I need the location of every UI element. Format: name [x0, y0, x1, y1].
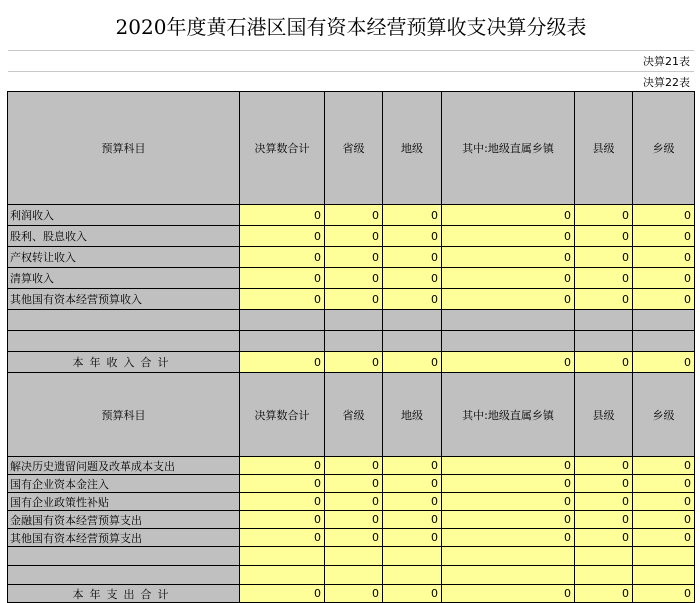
blank-cell: [633, 566, 695, 585]
cell-prefecture[interactable]: 0: [383, 511, 442, 529]
header-county: 县级: [575, 92, 633, 205]
cell-total[interactable]: 0: [240, 511, 325, 529]
header-prefecture: 地级: [383, 373, 442, 457]
cell-prefecture[interactable]: 0: [383, 457, 442, 475]
blank-row: [8, 566, 695, 585]
cell-total[interactable]: 0: [240, 226, 325, 247]
cell-county[interactable]: 0: [575, 511, 633, 529]
cell-total[interactable]: 0: [240, 457, 325, 475]
header-township: 乡级: [633, 92, 695, 205]
cell-prefecture[interactable]: 0: [383, 205, 442, 226]
blank-cell: [633, 310, 695, 331]
cell-prefecture-towns[interactable]: 0: [442, 247, 575, 268]
cell-township[interactable]: 0: [633, 289, 695, 310]
blank-cell: [240, 331, 325, 352]
blank-row: [8, 310, 695, 331]
cell-province[interactable]: 0: [325, 529, 383, 547]
cell-prefecture[interactable]: 0: [383, 529, 442, 547]
cell-county[interactable]: 0: [575, 585, 633, 603]
blank-cell: [8, 331, 240, 352]
cell-township[interactable]: 0: [633, 247, 695, 268]
cell-province[interactable]: 0: [325, 457, 383, 475]
cell-province[interactable]: 0: [325, 475, 383, 493]
cell-province[interactable]: 0: [325, 247, 383, 268]
cell-county[interactable]: 0: [575, 205, 633, 226]
table-row: [8, 268, 695, 289]
cell-province[interactable]: 0: [325, 289, 383, 310]
blank-cell: [8, 310, 240, 331]
cell-prefecture-towns[interactable]: 0: [442, 529, 575, 547]
cell-county[interactable]: 0: [575, 247, 633, 268]
cell-total[interactable]: 0: [240, 529, 325, 547]
cell-county[interactable]: 0: [575, 352, 633, 373]
cell-county[interactable]: 0: [575, 268, 633, 289]
table-row: [8, 475, 695, 493]
cell-township[interactable]: 0: [633, 457, 695, 475]
budget-table: [7, 91, 695, 603]
cell-prefecture-towns[interactable]: 0: [442, 352, 575, 373]
cell-township[interactable]: 0: [633, 585, 695, 603]
cell-prefecture-towns[interactable]: 0: [442, 585, 575, 603]
form-number-21: 决算21表: [8, 50, 694, 70]
header-province: 省级: [325, 92, 383, 205]
cell-prefecture[interactable]: 0: [383, 226, 442, 247]
blank-cell: [442, 547, 575, 566]
row-label: 国有企业资本金注入: [8, 475, 240, 493]
row-label: 国有企业政策性补贴: [8, 493, 240, 511]
cell-prefecture-towns[interactable]: 0: [442, 511, 575, 529]
blank-cell: [240, 547, 325, 566]
cell-province[interactable]: 0: [325, 511, 383, 529]
cell-province[interactable]: 0: [325, 268, 383, 289]
blank-cell: [240, 310, 325, 331]
cell-township[interactable]: 0: [633, 475, 695, 493]
cell-township[interactable]: 0: [633, 352, 695, 373]
blank-cell: [325, 547, 383, 566]
cell-county[interactable]: 0: [575, 226, 633, 247]
header-total: 决算数合计: [240, 92, 325, 205]
cell-total[interactable]: 0: [240, 585, 325, 603]
expense-total-label: 本年支出合计: [8, 585, 240, 603]
cell-township[interactable]: 0: [633, 511, 695, 529]
row-label: 产权转让收入: [8, 247, 240, 268]
cell-total[interactable]: 0: [240, 247, 325, 268]
blank-cell: [325, 331, 383, 352]
cell-county[interactable]: 0: [575, 289, 633, 310]
blank-cell: [442, 310, 575, 331]
cell-prefecture[interactable]: 0: [383, 493, 442, 511]
row-label: 解决历史遗留问题及改革成本支出: [8, 457, 240, 475]
cell-township[interactable]: 0: [633, 226, 695, 247]
cell-total[interactable]: 0: [240, 289, 325, 310]
table-row: [8, 493, 695, 511]
cell-county[interactable]: 0: [575, 457, 633, 475]
cell-province[interactable]: 0: [325, 205, 383, 226]
blank-cell: [383, 566, 442, 585]
income-header-row: [8, 92, 695, 205]
table-row: [8, 205, 695, 226]
cell-total[interactable]: 0: [240, 352, 325, 373]
header-subject: 预算科目: [8, 373, 240, 457]
blank-cell: [8, 566, 240, 585]
cell-prefecture[interactable]: 0: [383, 289, 442, 310]
cell-prefecture-towns[interactable]: 0: [442, 289, 575, 310]
cell-township[interactable]: 0: [633, 268, 695, 289]
cell-prefecture-towns[interactable]: 0: [442, 226, 575, 247]
row-label: 金融国有资本经营预算支出: [8, 511, 240, 529]
blank-cell: [633, 331, 695, 352]
header-county: 县级: [575, 373, 633, 457]
cell-township[interactable]: 0: [633, 529, 695, 547]
header-township: 乡级: [633, 373, 695, 457]
header-prefecture-towns: 其中:地级直属乡镇: [442, 92, 575, 205]
cell-province[interactable]: 0: [325, 352, 383, 373]
blank-cell: [442, 331, 575, 352]
cell-county[interactable]: 0: [575, 529, 633, 547]
cell-prefecture[interactable]: 0: [383, 247, 442, 268]
blank-cell: [442, 566, 575, 585]
form-number-22: 决算22表: [8, 71, 694, 91]
row-label: 其他国有资本经营预算收入: [8, 289, 240, 310]
row-label: 利润收入: [8, 205, 240, 226]
blank-cell: [383, 547, 442, 566]
blank-cell: [633, 547, 695, 566]
table-row: [8, 511, 695, 529]
header-province: 省级: [325, 373, 383, 457]
expense-total-row: [8, 585, 695, 603]
cell-prefecture-towns[interactable]: 0: [442, 205, 575, 226]
header-prefecture-towns: 其中:地级直属乡镇: [442, 373, 575, 457]
blank-row: [8, 547, 695, 566]
table-row: [8, 247, 695, 268]
row-label: 其他国有资本经营预算支出: [8, 529, 240, 547]
income-total-row: [8, 352, 695, 373]
table-row: [8, 226, 695, 247]
cell-prefecture[interactable]: 0: [383, 475, 442, 493]
blank-cell: [575, 547, 633, 566]
row-label: 清算收入: [8, 268, 240, 289]
cell-province[interactable]: 0: [325, 493, 383, 511]
blank-cell: [575, 310, 633, 331]
cell-prefecture-towns[interactable]: 0: [442, 457, 575, 475]
blank-row: [8, 331, 695, 352]
blank-cell: [240, 566, 325, 585]
header-total: 决算数合计: [240, 373, 325, 457]
blank-cell: [575, 566, 633, 585]
header-subject: 预算科目: [8, 92, 240, 205]
cell-province[interactable]: 0: [325, 585, 383, 603]
cell-county[interactable]: 0: [575, 493, 633, 511]
cell-prefecture[interactable]: 0: [383, 268, 442, 289]
cell-county[interactable]: 0: [575, 475, 633, 493]
row-label: 股利、股息收入: [8, 226, 240, 247]
blank-cell: [325, 310, 383, 331]
cell-prefecture-towns[interactable]: 0: [442, 268, 575, 289]
cell-total[interactable]: 0: [240, 268, 325, 289]
cell-prefecture-towns[interactable]: 0: [442, 475, 575, 493]
report-title: 2020年度黄石港区国有资本经营预算收支决算分级表: [115, 14, 587, 39]
cell-township[interactable]: 0: [633, 205, 695, 226]
cell-total[interactable]: 0: [240, 205, 325, 226]
cell-province[interactable]: 0: [325, 226, 383, 247]
header-prefecture: 地级: [383, 92, 442, 205]
blank-cell: [325, 566, 383, 585]
blank-cell: [383, 310, 442, 331]
cell-prefecture[interactable]: 0: [383, 585, 442, 603]
cell-township[interactable]: 0: [633, 493, 695, 511]
table-row: [8, 289, 695, 310]
expense-header-row: [8, 373, 695, 457]
table-row: [8, 457, 695, 475]
income-total-label: 本年收入合计: [8, 352, 240, 373]
blank-cell: [8, 547, 240, 566]
blank-cell: [383, 331, 442, 352]
cell-total[interactable]: 0: [240, 475, 325, 493]
table-row: [8, 529, 695, 547]
blank-cell: [575, 331, 633, 352]
cell-prefecture-towns[interactable]: 0: [442, 493, 575, 511]
cell-prefecture[interactable]: 0: [383, 352, 442, 373]
cell-total[interactable]: 0: [240, 493, 325, 511]
